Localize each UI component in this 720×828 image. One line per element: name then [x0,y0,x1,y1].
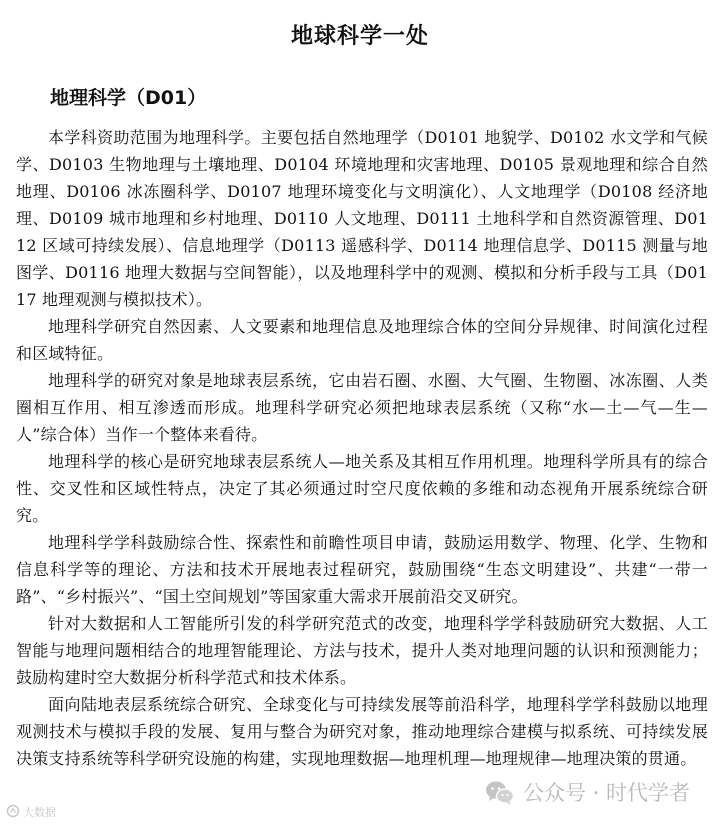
brand-mark-icon [6,804,20,822]
section-heading: 地理科学（D01） [50,87,207,109]
paragraph-research-content: 地理科学研究自然因素、人文要素和地理信息及地理综合体的空间分异规律、时间演化过程和区域特征。 [16,317,708,363]
page-title: 地球科学一处 [290,24,429,49]
watermark [485,780,690,806]
corner-watermark [6,804,56,822]
wechat-icon [485,780,515,806]
paragraph-scope: 本学科资助范围为地理科学。主要包括自然地理学（D0101 地貌学、D0102 水文学和气候学、D0103 生物地理与土壤地理、D0104 环境地理和灾害地理、D0105 景观地理和综合自然地理、D0106 冰冻圈科学、D0107 地理环境变化与文明演化）、人文地理学（D0108 经济地理、D0109 城市地理和乡村地理、D0110 人文地理、D0111 土地科学和自然资源管理、D0112 区域可持续发展）、信息地理学（D0113 遥感科学、D0114 地理信息学、D0115 测量与地图学、D0116 地理大数据与空间智能），以及地理科学中的观测、模拟和分析手段与工具（D0117 地理观测与模拟技术）。 [16,128,708,309]
paragraph-big-data-ai: 针对大数据和人工智能所引发的科学研究范式的改变，地理科学学科鼓励研究大数据、人工智能与地理问题相结合的地理智能理论、方法与技术，提升人类对地理问题的认识和预测能力；鼓励构建时空大数据分析科学范式和技术体系。 [16,614,708,687]
paragraph-research-object: 地理科学的研究对象是地球表层系统，它由岩石圈、水圈、大气圈、生物圈、冰冻圈、人类圈相互作用、相互渗透而形成。地理科学研究必须把地球表层系统（又称“水—土—气—生—人”综合体）当作一个整体来看待。 [16,371,708,444]
paragraph-frontier-science: 面向陆地表层系统综合研究、全球变化与可持续发展等前沿科学，地理科学学科鼓励以地理观测技术与模拟手段的发展、复用与整合为研究对象，推动地理综合建模与拟系统、可持续发展决策支持系统等科学研究设施的构建，实现地理数据—地理机理—地理规律—地理决策的贯通。 [16,695,708,768]
body-text [16,124,708,772]
corner-watermark-text: 大数据 [23,806,56,819]
paragraph-encouraged-proposals: 地理科学学科鼓励综合性、探索性和前瞻性项目申请，鼓励运用数学、物理、化学、生物和信息科学等的理论、方法和技术开展地表过程研究，鼓励围绕“生态文明建设”、共建“一带一路”、“乡村振兴”、“国土空间规划”等国家重大需求开展前沿交叉研究。 [16,533,708,606]
watermark-text: 公众号 · 时代学者 [522,781,690,805]
paragraph-core: 地理科学的核心是研究地球表层系统人—地关系及其相互作用机理。地理科学所具有的综合性、交叉性和区域性特点，决定了其必须通过时空尺度依赖的多维和动态视角开展系统综合研究。 [16,452,708,525]
